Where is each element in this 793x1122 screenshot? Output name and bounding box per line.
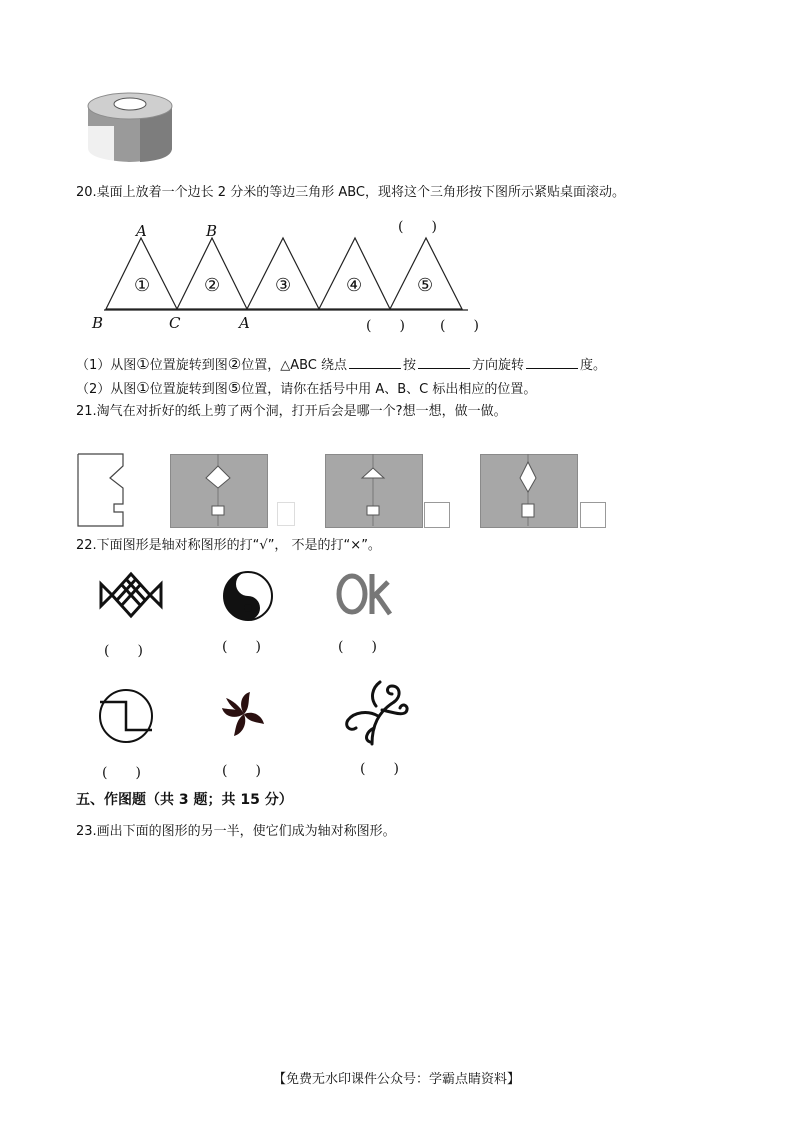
sub2-circ1: ①	[136, 379, 150, 397]
vertex-label-b-top: B	[206, 222, 218, 240]
triangle-1	[106, 238, 177, 309]
answer-paren-bottom-left[interactable]: ( )	[366, 318, 405, 334]
answer-box-1[interactable]	[277, 502, 295, 526]
option-1-holes	[170, 454, 266, 526]
ok-letters-icon	[332, 568, 394, 618]
answer-paren-yinyang[interactable]: ( )	[222, 639, 261, 655]
question-20-text: 20.桌面上放着一个边长 2 分米的等边三角形 ABC，现将这个三角形按下图所示紧贴桌面滚动。	[76, 185, 626, 200]
sub1-text-b: 按	[403, 358, 417, 373]
triangle-2	[177, 238, 247, 309]
triangle-3	[247, 238, 319, 309]
answer-paren-circle[interactable]: ( )	[102, 765, 141, 781]
blank-point[interactable]	[349, 356, 401, 369]
triangle-4	[319, 238, 390, 309]
triangle-number-1: ①	[134, 275, 151, 296]
question-21-text: 21.淘气在对折好的纸上剪了两个洞，打开后会是哪一个?想一想，做一做。	[76, 404, 507, 419]
section-5-title: 五、作图题（共 3 题；共 15 分）	[76, 792, 293, 808]
triangle-number-5: ⑤	[417, 275, 434, 296]
circle-step-icon	[96, 688, 156, 744]
sub1-text-a: 位置，△ABC 绕点	[241, 358, 347, 373]
blank-direction[interactable]	[418, 356, 470, 369]
blank-degrees[interactable]	[526, 356, 578, 369]
option-3-holes	[480, 454, 576, 526]
folded-paper-figure	[76, 452, 126, 528]
option-2-holes	[325, 454, 421, 526]
triangle-5	[390, 238, 462, 309]
sub1-circ2: ②	[227, 355, 242, 373]
answer-paren-top[interactable]: ( )	[398, 219, 437, 235]
answer-paren-bottom-right[interactable]: ( )	[440, 318, 479, 334]
sub1-circ1: ①	[136, 355, 150, 373]
answer-paren-flower[interactable]: ( )	[222, 763, 261, 779]
answer-paren-knot[interactable]: ( )	[104, 643, 143, 659]
triangle-number-4: ④	[346, 275, 363, 296]
bauhinia-flower-icon	[218, 688, 270, 740]
answer-box-3[interactable]	[580, 502, 606, 528]
question-23-text: 23.画出下面的图形的另一半，使它们成为轴对称图形。	[76, 824, 396, 839]
triangle-number-3: ③	[275, 275, 292, 296]
sub2-prefix: （2）从图	[76, 382, 137, 397]
sub1-prefix: （1）从图	[76, 358, 137, 373]
sub1-text-d: 度。	[580, 358, 607, 373]
question-20-sub1	[76, 356, 606, 374]
vertex-label-a-top: A	[136, 222, 147, 240]
vertex-label-a-bottom: A	[239, 314, 250, 332]
sub1-text-c: 方向旋转	[472, 358, 525, 373]
vertex-label-c-bottom: C	[169, 314, 181, 332]
footer-text: 【免费无水印课件公众号：学霸点睛资料】	[272, 1072, 520, 1087]
sub2-rest: 位置，请你在括号中用 A、B、C 标出相应的位置。	[241, 382, 537, 397]
tape-roll-image	[80, 86, 180, 166]
vertex-label-b-bottom: B	[92, 314, 104, 332]
answer-paren-swirl[interactable]: ( )	[360, 761, 399, 777]
swirl-ornament-icon	[338, 676, 412, 748]
yin-yang-icon	[222, 570, 274, 622]
chinese-knot-icon	[98, 570, 164, 620]
sub2-mid: 位置旋转到图	[149, 382, 228, 397]
sub2-circ2: ⑤	[227, 379, 242, 397]
question-20-sub2	[76, 380, 536, 398]
question-22-text: 22.下面图形是轴对称图形的打“√”， 不是的打“×”。	[76, 538, 381, 553]
sub1-mid: 位置旋转到图	[149, 358, 228, 373]
answer-paren-ok[interactable]: ( )	[338, 639, 377, 655]
triangle-number-2: ②	[204, 275, 221, 296]
answer-box-2[interactable]	[424, 502, 450, 528]
